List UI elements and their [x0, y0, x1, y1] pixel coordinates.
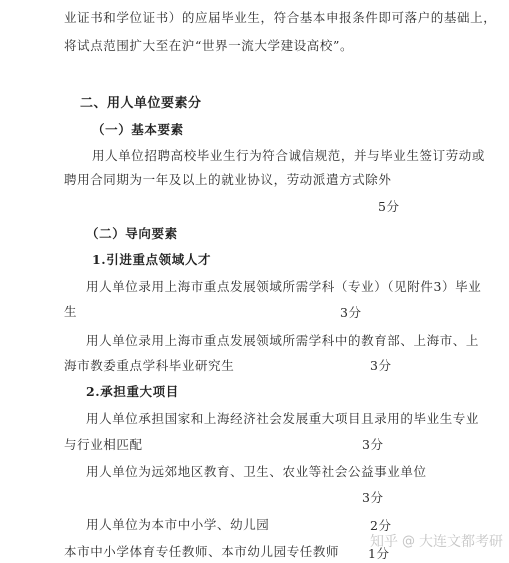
watermark-site: 知乎	[370, 534, 398, 550]
subsection-heading: （一）基本要素	[92, 122, 184, 137]
paragraph-line: 生	[64, 304, 78, 319]
section-heading: 二、用人单位要素分	[80, 96, 202, 111]
paragraph-line: 海市教委重点学科毕业研究生	[64, 358, 235, 373]
paragraph-line: 将试点范围扩大至在沪“世界一流大学建设高校”。	[64, 38, 354, 53]
score-value: 5分	[378, 199, 400, 214]
score-value: 2分	[370, 518, 392, 533]
watermark-at: @	[402, 533, 415, 549]
watermark	[370, 531, 503, 551]
score-value: 3分	[362, 437, 384, 452]
watermark-author: 大连文都考研	[419, 534, 503, 550]
paragraph-line: 用人单位录用上海市重点发展领域所需学科（专业）（见附件3）毕业	[86, 279, 482, 294]
paragraph-line: 用人单位为本市中小学、幼儿园	[86, 517, 270, 532]
subsection-heading: （二）导向要素	[86, 226, 178, 241]
paragraph-line: 用人单位录用上海市重点发展领域所需学科中的教育部、上海市、上	[86, 333, 480, 348]
paragraph-line: 用人单位为远郊地区教育、卫生、农业等社会公益事业单位	[86, 464, 427, 479]
item-heading: 1.引进重点领域人才	[92, 252, 212, 267]
score-value: 1分	[368, 546, 390, 561]
score-value: 3分	[362, 490, 384, 505]
item-heading: 2.承担重大项目	[86, 384, 179, 399]
paragraph-line: 与行业相匹配	[64, 437, 143, 452]
score-value: 3分	[340, 305, 362, 320]
paragraph-line: 用人单位承担国家和上海经济社会发展重大项目且录用的毕业生专业	[86, 411, 480, 426]
paragraph-line: 聘用合同期为一年及以上的就业协议，劳动派遣方式除外	[64, 172, 392, 187]
paragraph-line: 业证书和学位证书）的应届毕业生，符合基本申报条件即可落户的基础上，	[64, 10, 497, 25]
paragraph-line: 本市中小学体育专任教师、本市幼儿园专任教师	[64, 544, 340, 559]
score-value: 3分	[370, 358, 392, 373]
paragraph-line: 用人单位招聘高校毕业生行为符合诚信规范，并与毕业生签订劳动或	[92, 148, 486, 163]
